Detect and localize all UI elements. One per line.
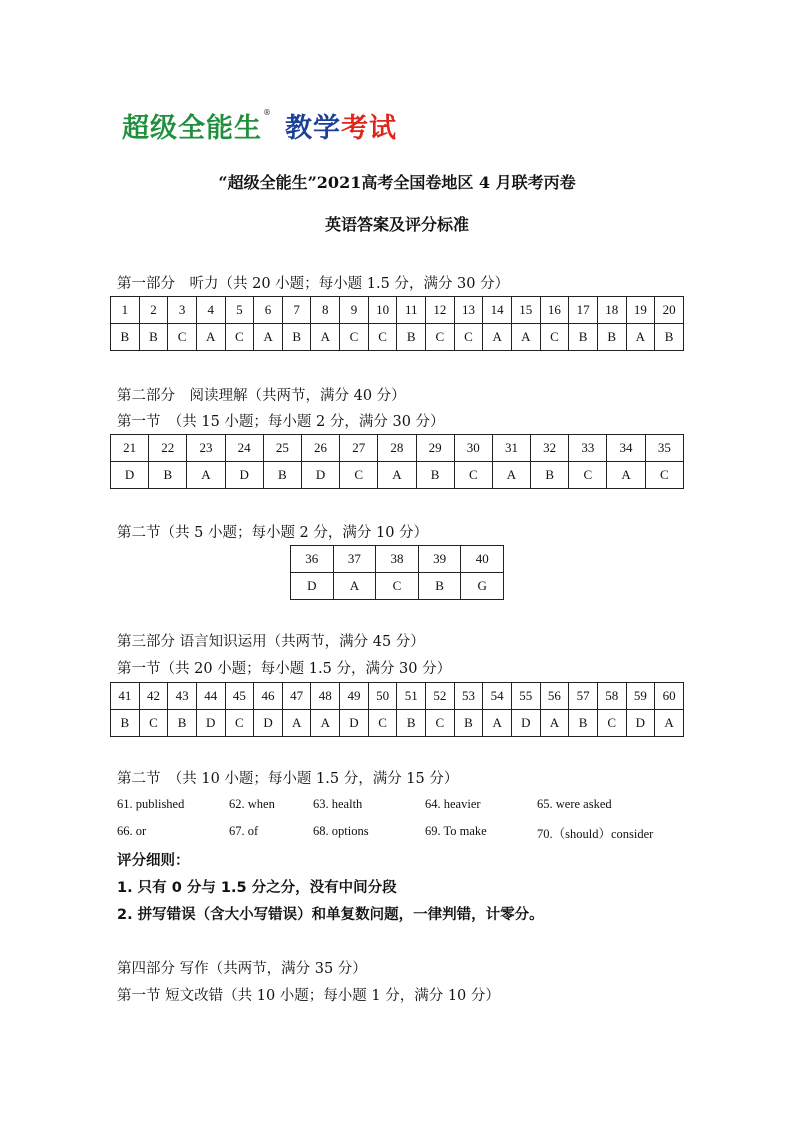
answer-cell: D <box>340 710 369 737</box>
answer-cell: C <box>540 324 569 351</box>
question-number-cell: 37 <box>333 546 376 573</box>
answer-cell: B <box>569 710 598 737</box>
question-number-cell: 30 <box>454 435 492 462</box>
part2-heading: 第二部分 阅读理解（共两节，满分 40 分） <box>117 388 406 404</box>
question-number-cell: 27 <box>340 435 378 462</box>
answer-cell: C <box>340 462 378 489</box>
question-number-cell: 54 <box>483 683 512 710</box>
answer-cell: C <box>139 710 168 737</box>
question-number-cell: 26 <box>301 435 339 462</box>
answer-row <box>291 573 504 600</box>
question-number-cell: 5 <box>225 297 254 324</box>
question-number-cell: 18 <box>597 297 626 324</box>
answer-cell: B <box>531 462 569 489</box>
registered-mark: ® <box>263 108 271 117</box>
answer-cell: B <box>655 324 684 351</box>
fill-answer-67: 67. of <box>229 824 259 838</box>
question-number-cell: 42 <box>139 683 168 710</box>
question-number-cell: 13 <box>454 297 483 324</box>
question-number-cell: 1 <box>111 297 140 324</box>
answer-cell: C <box>645 462 683 489</box>
answer-cell: A <box>626 324 655 351</box>
question-number-cell: 41 <box>111 683 140 710</box>
question-number-cell: 56 <box>540 683 569 710</box>
answer-cell: C <box>426 710 455 737</box>
answer-cell: B <box>139 324 168 351</box>
question-number-cell: 33 <box>569 435 607 462</box>
page-subtitle: 英语答案及评分标准 <box>324 215 469 234</box>
question-number-cell: 59 <box>626 683 655 710</box>
answer-cell: C <box>569 462 607 489</box>
answer-cell: B <box>397 710 426 737</box>
fill-answer-65: 65. were asked <box>537 797 612 811</box>
answer-cell: B <box>168 710 197 737</box>
answer-cell: G <box>461 573 504 600</box>
answer-cell: B <box>397 324 426 351</box>
question-number-cell: 51 <box>397 683 426 710</box>
part4-section1-heading: 第一节 短文改错（共 10 小题；每小题 1 分，满分 10 分） <box>117 988 500 1004</box>
question-number-cell: 46 <box>254 683 283 710</box>
answer-cell: B <box>416 462 454 489</box>
answer-row <box>111 462 684 489</box>
scoring-rule-2: 2. 拼写错误（含大小写错误）和单复数问题，一律判错，计零分。 <box>117 907 544 923</box>
answer-cell: C <box>454 324 483 351</box>
part3-section2-heading: 第二节 （共 10 小题；每小题 1.5 分，满分 15 分） <box>117 771 459 787</box>
answer-cell: A <box>254 324 283 351</box>
question-number-cell: 25 <box>263 435 301 462</box>
question-number-cell: 50 <box>368 683 397 710</box>
answer-cell: C <box>426 324 455 351</box>
part2-section1-heading: 第一节 （共 15 小题；每小题 2 分，满分 30 分） <box>117 414 445 430</box>
question-number-row <box>111 297 684 324</box>
question-number-cell: 34 <box>607 435 645 462</box>
fill-answer-69: 69. To make <box>425 824 487 838</box>
scoring-rule-1: 1. 只有 0 分与 1.5 分之分，没有中间分段 <box>117 880 397 896</box>
question-number-cell: 16 <box>540 297 569 324</box>
question-number-cell: 2 <box>139 297 168 324</box>
question-number-cell: 45 <box>225 683 254 710</box>
answer-cell: A <box>311 710 340 737</box>
part3-section1-heading: 第一节（共 20 小题；每小题 1.5 分，满分 30 分） <box>117 661 452 677</box>
answer-cell: B <box>569 324 598 351</box>
question-number-row <box>111 435 684 462</box>
answer-cell: D <box>301 462 339 489</box>
fill-answer-62: 62. when <box>229 797 275 811</box>
fill-answer-61: 61. published <box>117 797 185 811</box>
part1-answer-table <box>110 296 684 351</box>
answer-cell: C <box>454 462 492 489</box>
answer-cell: C <box>340 324 369 351</box>
answer-cell: A <box>483 710 512 737</box>
answer-cell: A <box>655 710 684 737</box>
part2-section1-answer-table <box>110 434 684 489</box>
logo-tag-red: 考试 <box>341 113 397 144</box>
fill-answer-68: 68. options <box>313 824 369 838</box>
answer-cell: D <box>291 573 334 600</box>
part3-section1-answer-table <box>110 682 684 737</box>
question-number-cell: 23 <box>187 435 225 462</box>
part2-section2-heading: 第二节（共 5 小题；每小题 2 分，满分 10 分） <box>117 525 429 541</box>
answer-cell: A <box>311 324 340 351</box>
answer-cell: A <box>378 462 416 489</box>
answer-cell: B <box>111 710 140 737</box>
question-number-cell: 24 <box>225 435 263 462</box>
page-title: “超级全能生”2021高考全国卷地区 4 月联考丙卷 <box>218 173 576 192</box>
answer-cell: D <box>511 710 540 737</box>
question-number-cell: 9 <box>340 297 369 324</box>
answer-cell: C <box>368 710 397 737</box>
question-number-cell: 44 <box>196 683 225 710</box>
question-number-cell: 52 <box>426 683 455 710</box>
question-number-cell: 6 <box>254 297 283 324</box>
question-number-cell: 8 <box>311 297 340 324</box>
question-number-cell: 43 <box>168 683 197 710</box>
question-number-cell: 49 <box>340 683 369 710</box>
question-number-cell: 7 <box>282 297 311 324</box>
fill-answer-70: 70.（should）consider <box>537 827 654 841</box>
logo <box>122 106 397 146</box>
question-number-cell: 21 <box>111 435 149 462</box>
question-number-cell: 28 <box>378 435 416 462</box>
question-number-cell: 15 <box>511 297 540 324</box>
question-number-row <box>111 683 684 710</box>
answer-cell: A <box>483 324 512 351</box>
answer-cell: A <box>282 710 311 737</box>
answer-cell: D <box>626 710 655 737</box>
question-number-cell: 32 <box>531 435 569 462</box>
answer-cell: D <box>111 462 149 489</box>
fill-answer-64: 64. heavier <box>425 797 481 811</box>
answer-cell: B <box>111 324 140 351</box>
question-number-cell: 17 <box>569 297 598 324</box>
answer-cell: A <box>607 462 645 489</box>
question-number-cell: 57 <box>569 683 598 710</box>
question-number-cell: 48 <box>311 683 340 710</box>
answer-cell: C <box>597 710 626 737</box>
answer-cell: D <box>196 710 225 737</box>
answer-cell: B <box>454 710 483 737</box>
answer-cell: C <box>225 324 254 351</box>
question-number-cell: 4 <box>196 297 225 324</box>
question-number-cell: 35 <box>645 435 683 462</box>
question-number-cell: 10 <box>368 297 397 324</box>
question-number-row <box>291 546 504 573</box>
question-number-cell: 14 <box>483 297 512 324</box>
answer-cell: C <box>368 324 397 351</box>
answer-cell: A <box>492 462 530 489</box>
question-number-cell: 22 <box>149 435 187 462</box>
question-number-cell: 11 <box>397 297 426 324</box>
question-number-cell: 38 <box>376 546 419 573</box>
answer-cell: D <box>254 710 283 737</box>
question-number-cell: 39 <box>418 546 461 573</box>
fill-answer-63: 63. health <box>313 797 363 811</box>
question-number-cell: 12 <box>426 297 455 324</box>
question-number-cell: 29 <box>416 435 454 462</box>
part4-heading: 第四部分 写作（共两节，满分 35 分） <box>117 961 367 977</box>
logo-brand: 超级全能生 <box>122 113 262 144</box>
question-number-cell: 58 <box>597 683 626 710</box>
answer-cell: D <box>225 462 263 489</box>
answer-cell: C <box>168 324 197 351</box>
answer-cell: A <box>540 710 569 737</box>
logo-tag-blue: 教学 <box>285 113 341 144</box>
question-number-cell: 31 <box>492 435 530 462</box>
answer-cell: B <box>263 462 301 489</box>
answer-cell: B <box>597 324 626 351</box>
question-number-cell: 40 <box>461 546 504 573</box>
answer-cell: A <box>333 573 376 600</box>
question-number-cell: 53 <box>454 683 483 710</box>
question-number-cell: 36 <box>291 546 334 573</box>
answer-cell: B <box>418 573 461 600</box>
answer-cell: A <box>196 324 225 351</box>
answer-row <box>111 710 684 737</box>
answer-cell: C <box>225 710 254 737</box>
part3-heading: 第三部分 语言知识运用（共两节，满分 45 分） <box>117 634 425 650</box>
question-number-cell: 3 <box>168 297 197 324</box>
question-number-cell: 47 <box>282 683 311 710</box>
answer-cell: B <box>282 324 311 351</box>
part1-heading: 第一部分 听力（共 20 小题；每小题 1.5 分，满分 30 分） <box>117 276 510 292</box>
answer-row <box>111 324 684 351</box>
question-number-cell: 19 <box>626 297 655 324</box>
answer-cell: A <box>511 324 540 351</box>
answer-cell: C <box>376 573 419 600</box>
answer-cell: B <box>149 462 187 489</box>
answer-cell: A <box>187 462 225 489</box>
question-number-cell: 55 <box>511 683 540 710</box>
scoring-rules-heading: 评分细则： <box>117 853 190 869</box>
question-number-cell: 60 <box>655 683 684 710</box>
fill-answer-66: 66. or <box>117 824 147 838</box>
part2-section2-answer-table <box>290 545 504 600</box>
question-number-cell: 20 <box>655 297 684 324</box>
